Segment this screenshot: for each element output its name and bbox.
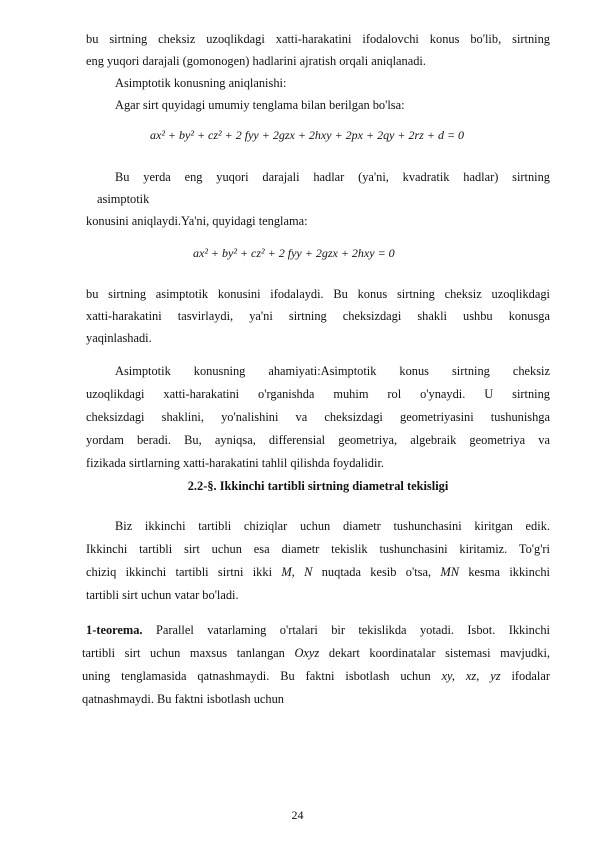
inline-math-oxyz: Oxyz (294, 646, 320, 660)
paragraph-line (82, 665, 550, 687)
text-span: dekart koordinatalar sistemasi mavjudki, (328, 646, 551, 660)
paragraph-line: Biz ikkinchi tartibli chiziqlar uchun diametr tushunchasini kiritgan edik. (115, 519, 550, 533)
text-span: kesma ikkinchi (468, 565, 550, 579)
paragraph-line: Agar sirt quyidagi umumiy tenglama bilan berilgan bo'lsa: (115, 98, 405, 112)
paragraph-line: tartibli sirt uchun vatar bo'ladi. (86, 588, 239, 602)
paragraph-line: konusini aniqlaydi.Ya'ni, quyidagi tenglama: (86, 214, 308, 228)
paragraph-line: uzoqlikdagi xatti-harakatini o'rganishda muhim rol o'ynaydi. U sirtning (86, 387, 550, 401)
paragraph-line: asimptotik (97, 192, 150, 206)
paragraph-line: Bu yerda eng yuqori darajali hadlar (ya'ni, kvadratik hadlar) sirtning (115, 170, 550, 184)
paragraph-line: eng yuqori darajali (gomonogen) hadlarini ajratish orqali aniqlanadi. (86, 54, 426, 68)
text-span: tartibli sirt uchun maxsus tanlangan (82, 646, 285, 660)
text-span: ifodalar (511, 669, 550, 683)
paragraph-line: cheksizdagi shaklini, yo'nalishini va cheksizdagi geometriyasini tushunishga (86, 410, 550, 424)
paragraph-line (86, 561, 550, 583)
paragraph-line: Ikkinchi tartibli sirt uchun esa diametr tekislik tushunchasini kiritamiz. To'g'ri (86, 542, 550, 556)
inline-math-xy-xz-yz: xy, xz, yz (441, 669, 501, 683)
paragraph-line: fizikada sirtlarning xatti-harakatini tahlil qilishda foydalidir. (86, 456, 384, 470)
paragraph-line (82, 642, 550, 664)
paragraph-line: Asimptotik konusning ahamiyati:Asimptotik konus sirtning cheksiz (115, 364, 550, 378)
text-span: chiziq ikkinchi tartibli sirtni ikki (86, 565, 273, 579)
theorem-label: 1-teorema. (86, 623, 143, 637)
inline-math-mn: M, N (281, 565, 313, 579)
asymptotic-cone-equation: ax² + by² + cz² + 2 fyy + 2gzx + 2hxy = 0 (193, 246, 395, 260)
general-surface-equation: ax² + by² + cz² + 2 fyy + 2gzx + 2hxy + 2px + 2qy + 2rz + d = 0 (150, 128, 465, 142)
paragraph-line: Asimptotik konusning aniqlanishi: (115, 76, 287, 90)
section-heading: 2.2-§. Ikkinchi tartibli sirtning diametral tekisligi (187, 479, 449, 493)
inline-math-segment: MN (440, 565, 460, 579)
text-span: nuqtada kesib o'tsa, (321, 565, 432, 579)
paragraph-line: bu sirtning cheksiz uzoqlikdagi xatti-harakatini ifodalovchi konus bo'lib, sirtning (86, 32, 550, 46)
paragraph-line (86, 619, 550, 641)
paragraph-line: yaqinlashadi. (86, 331, 152, 345)
paragraph-line: bu sirtning asimptotik konusini ifodalaydi. Bu konus sirtning cheksiz uzoqlikdagi (86, 287, 550, 301)
paragraph-line: qatnashmaydi. Bu faktni isbotlash uchun (82, 692, 285, 706)
text-span: uning tenglamasida qatnashmaydi. Bu faktni isbotlash uchun (82, 669, 431, 683)
paragraph-line: xatti-harakatini tasvirlaydi, ya'ni sirtning cheksizdagi shakli ushbu konusga (86, 309, 550, 323)
page-number: 24 (291, 808, 304, 822)
text-span: Parallel vatarlaming o'rtalari bir tekislikda yotadi. Isbot. Ikkinchi (155, 623, 550, 637)
paragraph-line: yordam beradi. Bu, ayniqsa, differensial geometriya, algebraik geometriya va (86, 433, 550, 447)
